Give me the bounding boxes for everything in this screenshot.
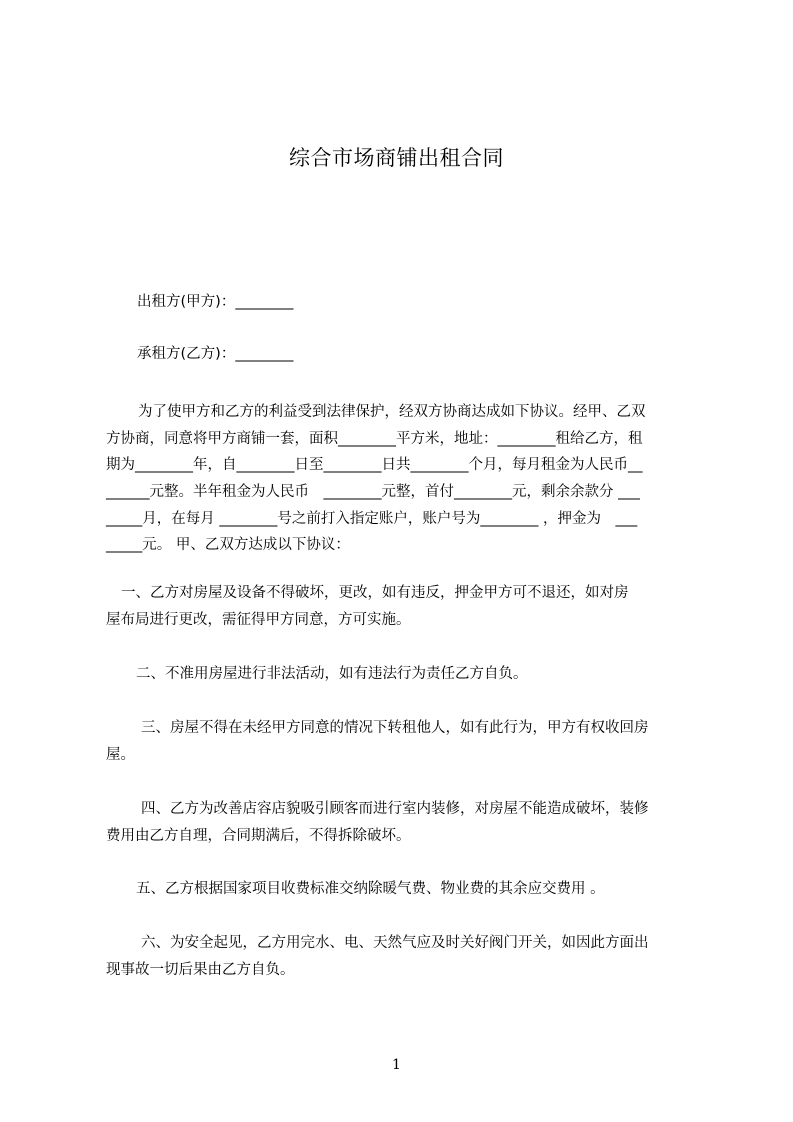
clause-line: 屋。	[106, 746, 135, 763]
intro-line: 期为________年，自________日至________日共________个月，每月租金为人民币__	[106, 457, 643, 474]
clause-6	[106, 930, 706, 983]
page-number: 1	[392, 1057, 401, 1073]
clause-2	[106, 661, 706, 688]
intro-paragraph	[106, 399, 706, 559]
clause-5	[106, 876, 706, 903]
clause-line: 屋布局进行更改，需征得甲方同意，方可实施。	[106, 611, 411, 628]
intro-line: _____元。 甲、乙双方达成以下协议：	[106, 537, 350, 554]
clause-line: 二、不准用房屋进行非法活动，如有违法行为责任乙方自负。	[136, 666, 528, 682]
clause-line: 费用由乙方自理，合同期满后，不得拆除破坏。	[106, 827, 411, 844]
clause-line: 现事故一切后果由乙方自负。	[106, 961, 295, 978]
contract-title: 综合市场商铺出租合同	[289, 146, 504, 170]
lessee-line: 承租方(乙方)：________	[137, 346, 294, 362]
clause-line: 五、乙方根据国家项目收费标准交纳除暖气费、物业费的其余应交费用 。	[136, 881, 605, 897]
clause-1	[106, 580, 706, 633]
clause-line: 一、乙方对房屋及设备不得破坏，更改，如有违反，押金甲方可不退还，如对房	[121, 585, 629, 601]
clause-4	[106, 796, 706, 849]
clause-3	[106, 715, 706, 768]
intro-line: 为了使甲方和乙方的利益受到法律保护，经双方协商达成如下协议。经甲、乙双	[138, 404, 646, 420]
intro-line: 方协商，同意将甲方商铺一套，面积________平方米，地址：________租给乙方，租	[106, 430, 643, 447]
clause-line: 六、为安全起见，乙方用完水、电、天然气应及时关好阀门开关，如因此方面出	[141, 935, 649, 951]
clause-line: 四、乙方为改善店容店貌吸引顾客而进行室内装修，对房屋不能造成破坏，装修	[141, 801, 649, 817]
clause-line: 三、房屋不得在未经甲方同意的情况下转租他人，如有此行为，甲方有权收回房	[141, 720, 649, 736]
intro-line: ______元整。半年租金为人民币 ________元整，首付________元，剩余余款分 ___	[106, 484, 640, 501]
lessor-line: 出租方(甲方)：________	[137, 294, 294, 310]
intro-line: _____月，在每月 ________号之前打入指定账户，账户号为________ ，押金为 ___	[106, 510, 638, 527]
